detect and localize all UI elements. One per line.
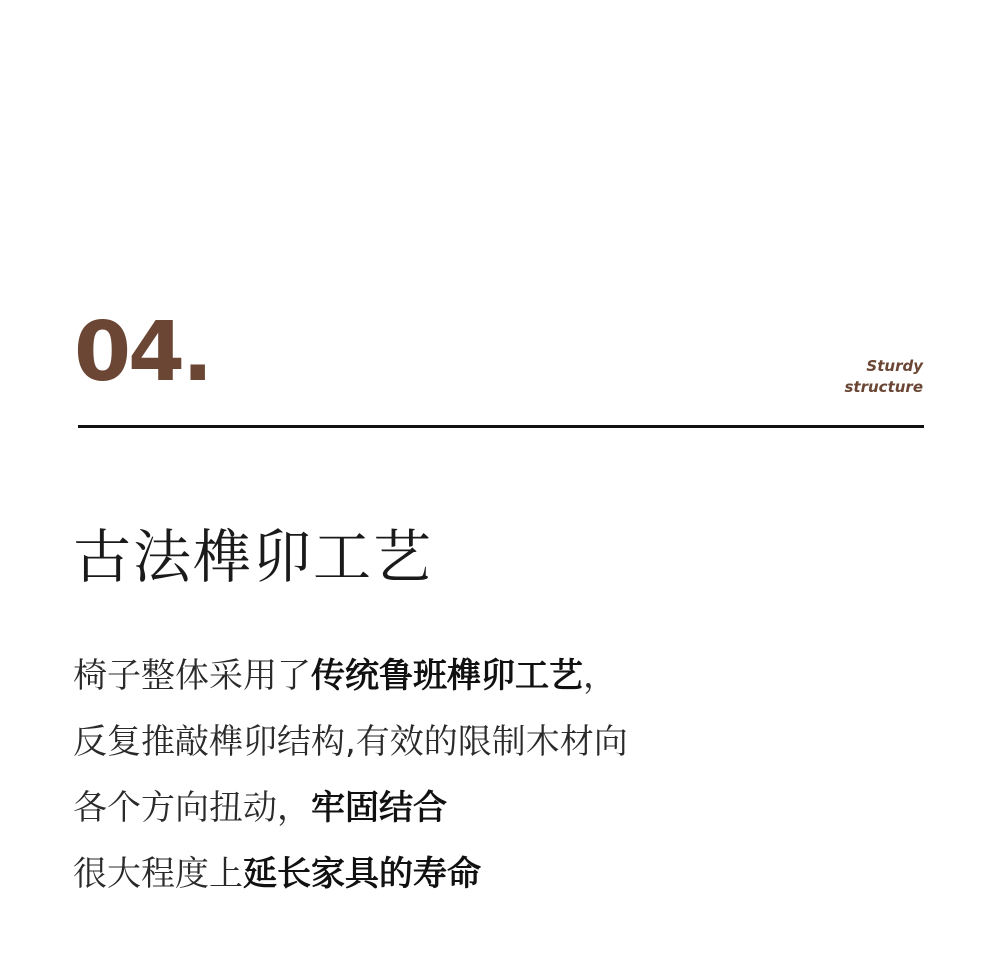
section-subtitle bbox=[845, 356, 924, 398]
body-line-1-emphasis: 传统鲁班榫卯工艺 bbox=[311, 656, 583, 696]
divider bbox=[78, 425, 924, 428]
body-line-1 bbox=[73, 643, 628, 709]
body-line-4-text: 很大程度上 bbox=[73, 854, 243, 894]
body-line-3 bbox=[73, 775, 628, 841]
body-line-3-text: 各个方向扭动， bbox=[73, 788, 311, 828]
subtitle-line-2: structure bbox=[844, 378, 923, 396]
body-line-4-emphasis: 延长家具的寿命 bbox=[243, 854, 481, 894]
body-line-2 bbox=[73, 709, 628, 775]
subtitle-line-1: Sturdy bbox=[866, 357, 923, 375]
body-line-1-text: 椅子整体采用了 bbox=[73, 656, 311, 696]
body-line-3-emphasis: 牢固结合 bbox=[311, 788, 447, 828]
section-heading: 古法榫卯工艺 bbox=[73, 522, 434, 591]
body-line-2-text: 反复推敲榫卯结构,有效的限制木材向 bbox=[73, 722, 628, 762]
body-line-1-punct: ， bbox=[583, 656, 617, 696]
section-number: 04. bbox=[74, 305, 211, 400]
body-line-4 bbox=[73, 841, 628, 907]
body-text bbox=[73, 643, 628, 907]
